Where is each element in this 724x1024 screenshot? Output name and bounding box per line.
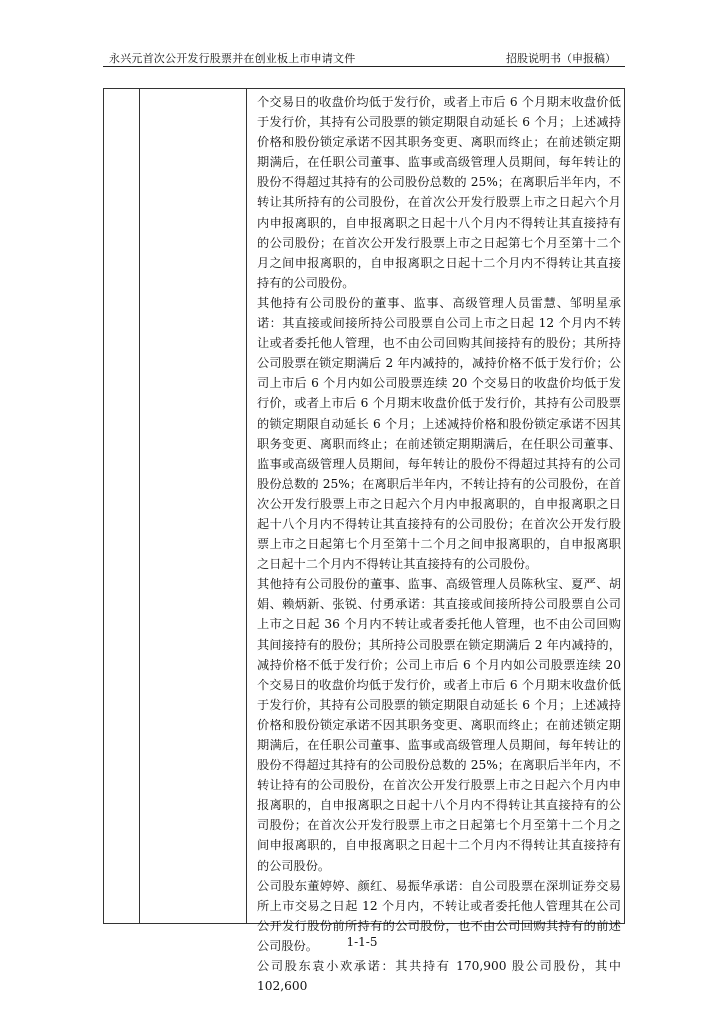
running-header-doc-type: 招股说明书（申报稿） (506, 52, 616, 65)
paragraph-continuation: 个交易日的收盘价均低于发行价，或者上市后 6 个月期末收盘价低于发行价，其持有公司股票的锁定期限自动延长 6 个月；上述减持价格和股份锁定承诺不因其职务变更、离职而终止；在前述锁定期期满后，在任职公司董事、监事或高级管理人员期间，每年转让的股份不得超过其持有的公司股份总数的 25%；在离职后半年内，不转让其所持有的公司股份，在首次公开发行股票上市之日起六个月内申报离职的，自申报离职之日起十八个月内不得转让其直接持有的公司股份；在首次公开发行股票上市之日起第七个月至第十二个月之间申报离职的，自申报离职之日起十二个月内不得转让其直接持有的公司股份。 (257, 95, 621, 290)
paragraph-shareholders-commitment: 公司股东董婷婷、颜红、易振华承诺：自公司股票在深圳证券交易所上市交易之日起 12 个月内，不转让或者委托他人管理其在公司公开发行股份前所持有的公司股份，也不由公司回购其持有的前述公司股份。 (257, 878, 621, 953)
page-number: 1-1-5 (346, 935, 378, 949)
table-column-divider-2 (246, 89, 247, 923)
paragraph-lei-zou-commitment: 其他持有公司股份的董事、监事、高级管理人员雷慧、邹明星承诺：其直接或间接所持公司股票自公司上市之日起 12 个月内不转让或者委托他人管理，也不由公司回购其间接持有的股份；其所持公司股票在锁定期满后 2 年内减持的，减持价格不低于发行价；公司上市后 6 个月内如公司股票连续 20 个交易日的收盘价均低于发行价，或者上市后 6 个月期末收盘价低于发行价，其持有公司股票的锁定期限自动延长 6 个月；上述减持价格和股份锁定承诺不因其职务变更、离职而终止；在前述锁定期期满后，在任职公司董事、监事或高级管理人员期间，每年转让的股份不得超过其持有的公司股份总数的 25%；在离职后半年内，不转让持有的公司股份，在首次公开发行股票上市之日起六个月内申报离职的，自申报离职之日起十八个月内不得转让其直接持有的公司股份；在首次公开发行股票上市之日起第七个月至第十二个月之间申报离职的，自申报离职之日起十二个月内不得转让其直接持有的公司股份。 (257, 295, 621, 572)
running-header-title: 永兴元首次公开发行股票并在创业板上市申请文件 (109, 52, 356, 65)
header-rule (103, 66, 625, 67)
paragraph-chen-et-al-commitment: 其他持有公司股份的董事、监事、高级管理人员陈秋宝、夏严、胡娟、赖炳新、张锐、付勇承诺：其直接或间接所持公司股票自公司上市之日起 36 个月内不转让或者委托他人管理，也不由公司回购其间接持有的股份；其所持公司股票在锁定期满后 2 年内减持的，减持价格不低于发行价；公司上市后 6 个月内如公司股票连续 20 个交易日的收盘价均低于发行价，或者上市后 6 个月期末收盘价低于发行价，其持有公司股票的锁定期限自动延长 6 个月；上述减持价格和股份锁定承诺不因其职务变更、离职而终止；在前述锁定期期满后，在任职公司董事、监事或高级管理人员期间，每年转让的股份不得超过其持有的公司股份总数的 25%；在离职后半年内，不转让持有的公司股份，在首次公开发行股票上市之日起六个月内申报离职的，自申报离职之日起十八个月内不得转让其直接持有的公司股份；在首次公开发行股票上市之日起第七个月至第十二个月之间申报离职的，自申报离职之日起十二个月内不得转让其直接持有的公司股份。 (257, 577, 621, 873)
table-column-divider-1 (139, 89, 140, 923)
paragraph-yuan-commitment: 公司股东袁小欢承诺：其共持有 170,900 股公司股份，其中 102,600 (257, 959, 621, 994)
commitment-text-cell (257, 92, 621, 996)
